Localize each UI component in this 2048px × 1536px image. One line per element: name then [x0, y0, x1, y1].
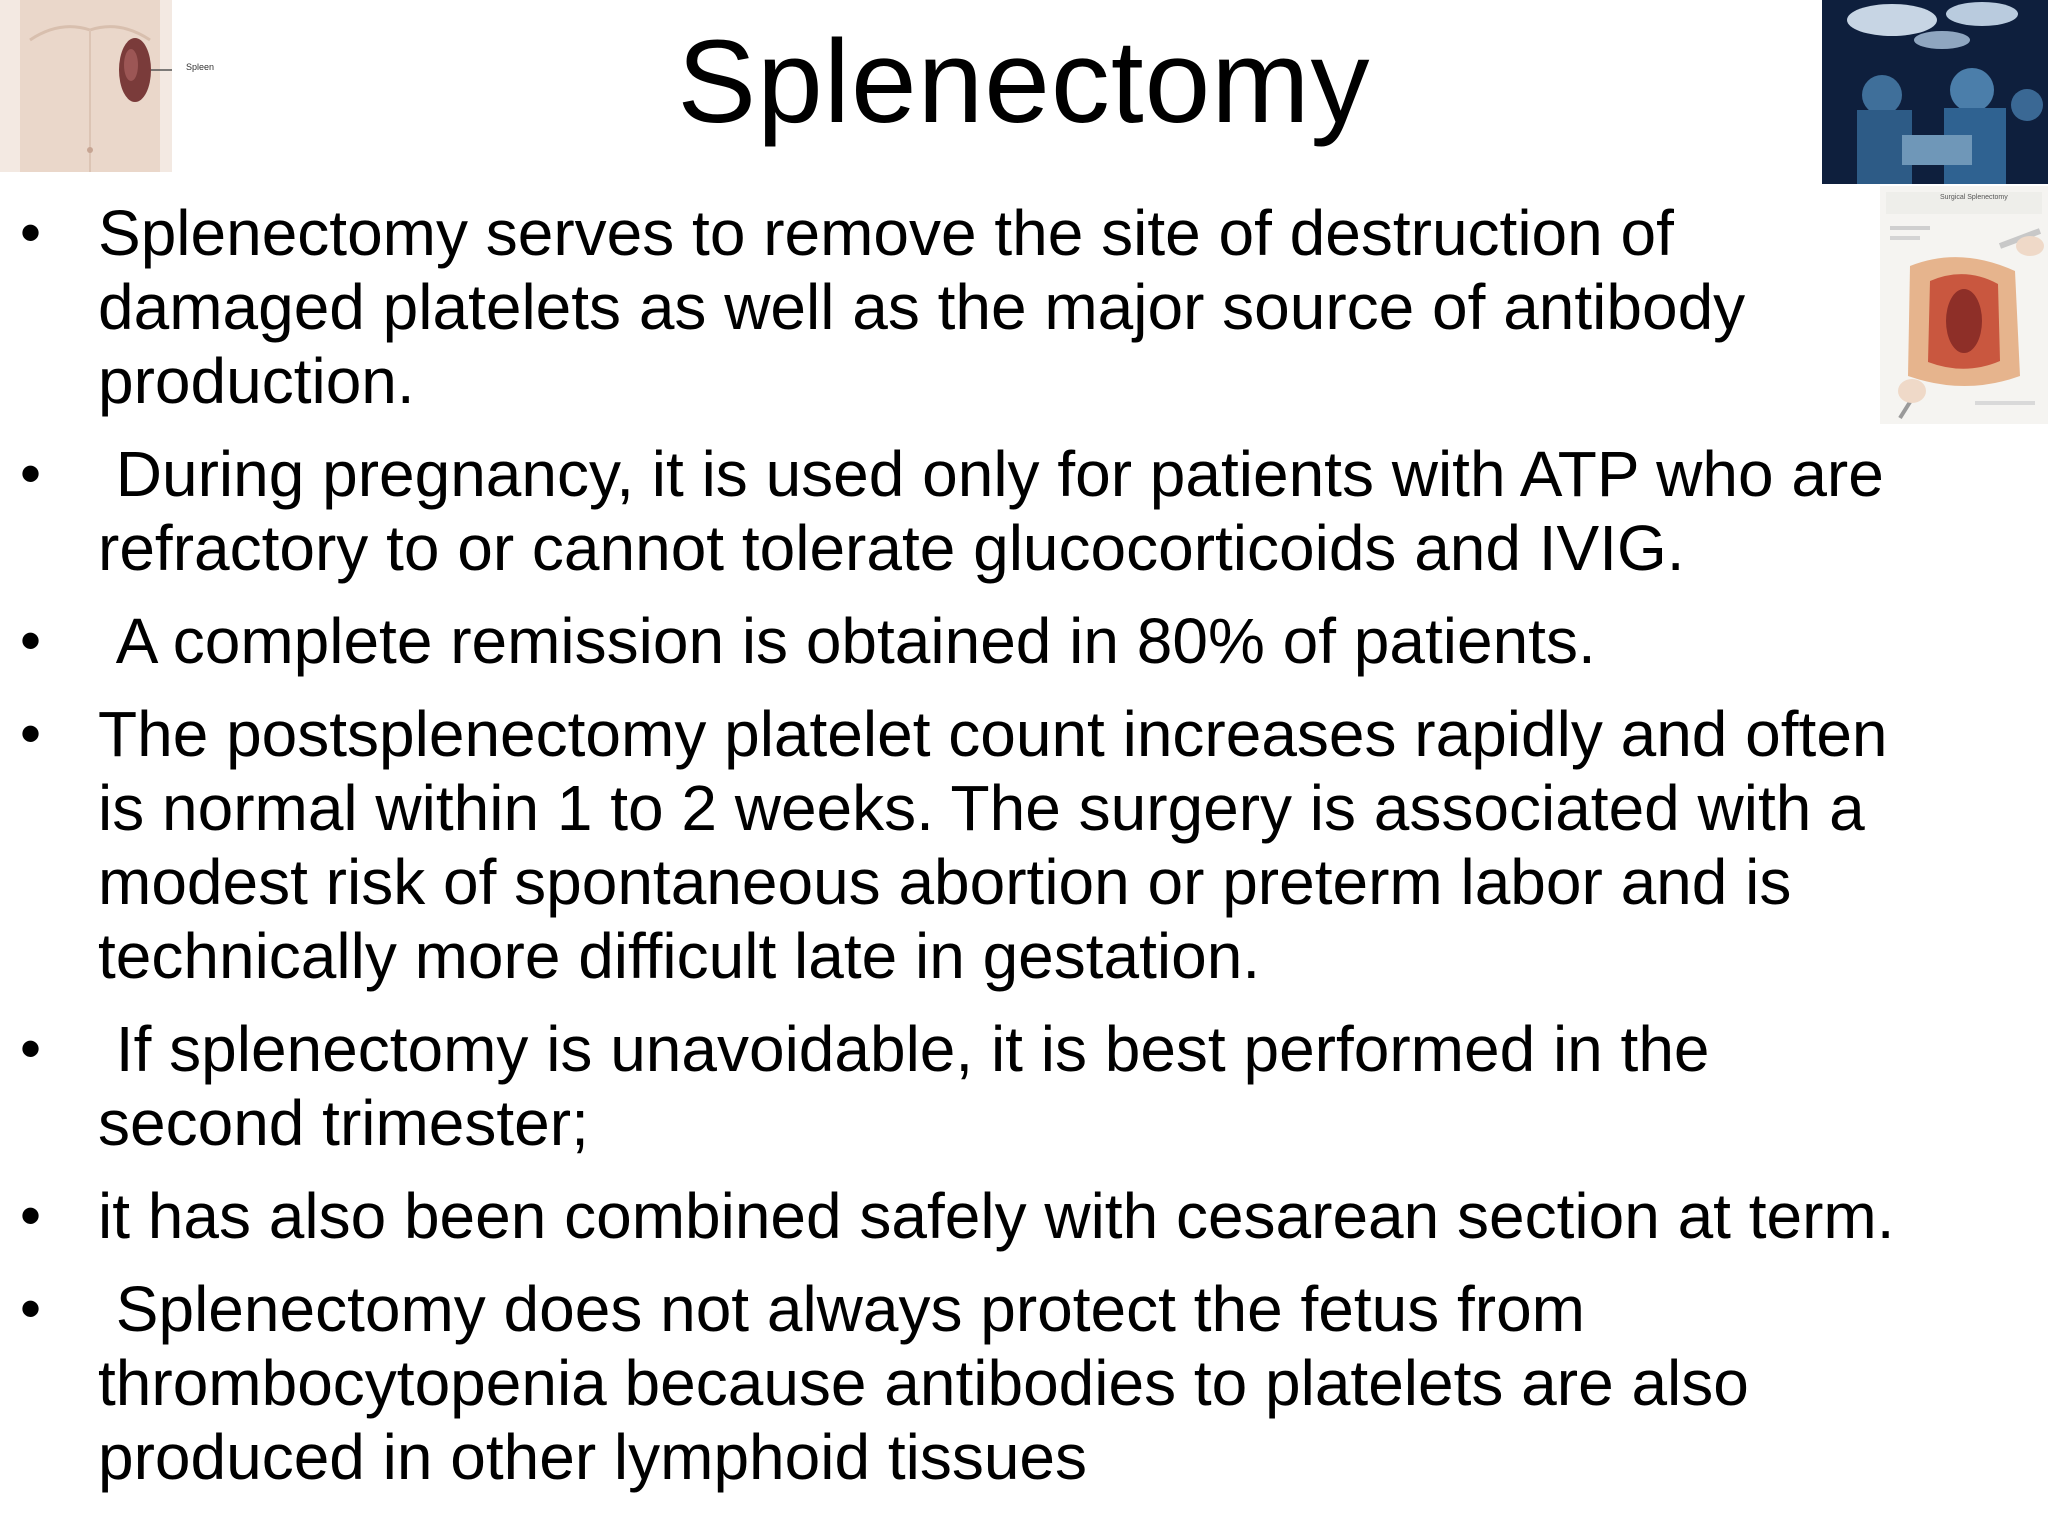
- bullet-text-line: it has also been combined safely with cesarean section at term.: [98, 1180, 1895, 1252]
- bullet-text-line: Splenectomy does not always protect the fetus from: [98, 1273, 1585, 1345]
- bullet-item: [20, 1272, 2030, 1494]
- bullet-text-line: damaged platelets as well as the major source of antibody: [98, 271, 1746, 343]
- bullet-text-line: If splenectomy is unavoidable, it is best performed in the: [98, 1013, 1710, 1085]
- bullet-glyph: •: [20, 1015, 42, 1082]
- bullet-item: [20, 1012, 2030, 1160]
- bullet-text-line: thrombocytopenia because antibodies to platelets are also: [98, 1347, 1749, 1419]
- bullet-text-line: technically more difficult late in gestation.: [98, 920, 1261, 992]
- slide-title: Splenectomy: [677, 16, 1371, 148]
- bullet-glyph: •: [20, 1182, 42, 1249]
- bullet-text-line: second trimester;: [98, 1087, 589, 1159]
- bullet-item: [20, 437, 2030, 585]
- bullet-item: [20, 1179, 2030, 1253]
- bullet-glyph: •: [20, 607, 42, 674]
- bullet-glyph: •: [20, 700, 42, 767]
- bullet-item: [20, 604, 2030, 678]
- bullet-text-line: production.: [98, 345, 415, 417]
- surgery-photo: [1822, 0, 2048, 184]
- bullet-list: [20, 196, 2030, 1513]
- bullet-glyph: •: [20, 440, 42, 507]
- bullet-text-line: During pregnancy, it is used only for patients with ATP who are: [98, 438, 1884, 510]
- spleen-label: Spleen: [186, 62, 215, 72]
- bullet-text-line: refractory to or cannot tolerate glucocorticoids and IVIG.: [98, 512, 1685, 584]
- bullet-text-line: A complete remission is obtained in 80% of patients.: [98, 605, 1596, 677]
- bullet-glyph: •: [20, 1275, 42, 1342]
- bullet-text-line: produced in other lymphoid tissues: [98, 1421, 1087, 1493]
- bullet-text-line: Splenectomy serves to remove the site of destruction of: [98, 197, 1674, 269]
- bullet-text-line: The postsplenectomy platelet count increases rapidly and often: [98, 698, 1888, 770]
- bullet-item: [20, 196, 2030, 418]
- bullet-item: [20, 697, 2030, 993]
- bullet-text-line: modest risk of spontaneous abortion or preterm labor and is: [98, 846, 1792, 918]
- procedure-diagram-header: Surgical Splenectomy: [1940, 194, 2008, 201]
- bullet-glyph: •: [20, 199, 42, 266]
- bullet-text-line: is normal within 1 to 2 weeks. The surgery is associated with a: [98, 772, 1865, 844]
